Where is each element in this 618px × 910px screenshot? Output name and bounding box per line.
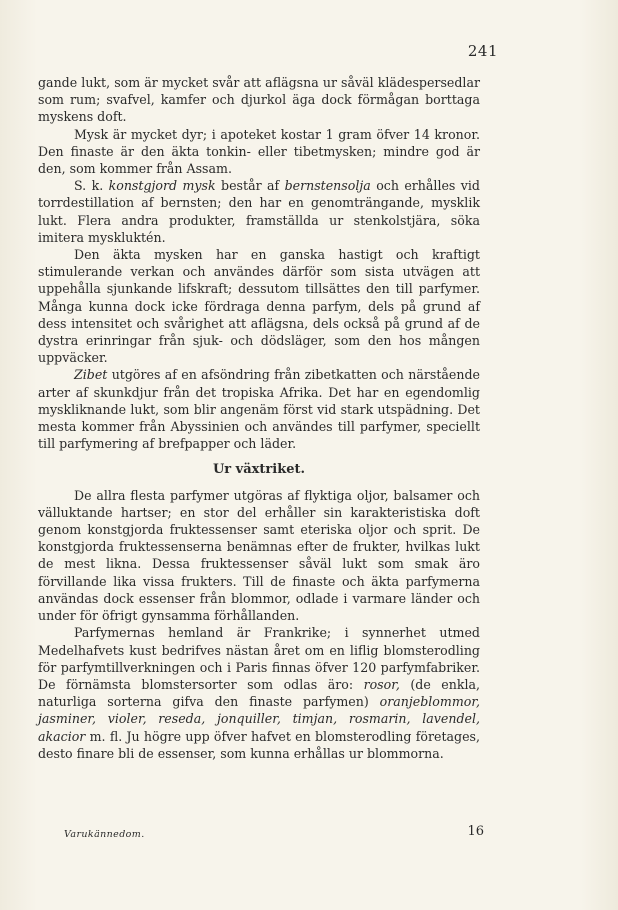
term-rosor: rosor, [363,676,400,692]
page-footer [64,826,484,840]
paragraph-7-start: Parfymernas hemland är Frankrike; i synnerhet utmed Medelhafvets kust bedrifves nästan året om en liflig blomsterodling för parfymtillverkningen och i Paris finnas öfver 120 parfymfabriker. De förnämsta blomstersorter som odlas äro: [38,625,480,692]
paragraph-3-mid: består af [215,178,285,194]
paragraph-3 [38,177,480,246]
page-number: 241 [467,42,498,60]
section-heading: Ur växtriket. [212,462,306,478]
term-zibet: Zibet [74,367,108,383]
paragraph-7-end: m. fl. Ju högre upp öfver hafvet en blomsterodling företages, desto finare bli de essenser, som kunna erhållas ur blommorna. [38,728,480,761]
paragraph-2: Mysk är mycket dyr; i apoteket kostar 1 gram öfver 14 kronor. Den finaste är den äkta tonkin- eller tibetmysken; mindre god är den, som kommer från Assam. [38,126,480,177]
paragraph-4: Den äkta mysken har en ganska hastigt och kraftigt stimulerande verkan och användes därför som sista utvägen att uppehålla sjunkande lifskraft; dessutom tillsättes den till parfymer. Många kunna dock icke fördraga denna parfym, dels på grund af dess intensitet och svårighet att aflägsna, dels också på grund af de dystra erinringar från sjuk- och dödsläger, som den hos mången uppväcker. [38,247,480,366]
body-text [38,74,480,762]
paragraph-7-mid: (de enkla, naturliga sorterna gifva den finaste parfymen) [38,676,481,710]
footer-title: Varukännedom. [64,829,145,840]
paragraph-6: De allra flesta parfymer utgöras af flyktiga oljor, balsamer och välluktande hartser; en stor del erhåller sin karakteristiska doft genom konstgjorda fruktessenser samt eteriska oljor och sprit. De konstgjorda fruktessenserna benämnas efter de frukter, hvilkas lukt de mest likna. Dessa fruktessenser såväl lukt som smak äro förvillande lika vissa frukters. Till de finaste och äkta parfymerna användas dock essenser från blommor, odlade i varmare länder och under för öfrigt gynsamma förhållanden. [38,487,480,624]
paragraph-1: gande lukt, som är mycket svår att aflägsna ur såväl klädespersedlar som rum; svafvel, kamfer och djurkol äga dock förmågan borttaga myskens doft. [38,75,480,125]
signature-mark: 16 [467,824,484,839]
paragraph-3-end: och erhålles vid torrdestillation af bernsten; den har en genomträngande, mysklik lukt. Flera andra produkter, framställda ur stenkolstjära, söka imitera myskluktén. [38,178,480,245]
paragraph-5 [38,366,480,452]
term-bernstensolja: bernstensolja [284,178,371,194]
paragraph-7 [38,624,480,762]
paragraph-3-start: S. k. [74,178,109,194]
paragraph-5-rest: utgöres af en afsöndring från zibetkatten och närstående arter af skunkdjur från det tropiska Afrika. Det har en egendomlig myskliknande lukt, som blir angenäm först vid stark utspädning. Det mesta kommer från Abyssinien och användes till parfymer, speciellt till parfymering af brefpapper och läder. [38,367,480,452]
term-konstgjord-mysk: konstgjord mysk [108,178,216,194]
flower-list: oranjeblommor, jasminer, violer, reseda, jonquiller, timjan, rosmarin, lavendel, akacior [38,694,480,744]
